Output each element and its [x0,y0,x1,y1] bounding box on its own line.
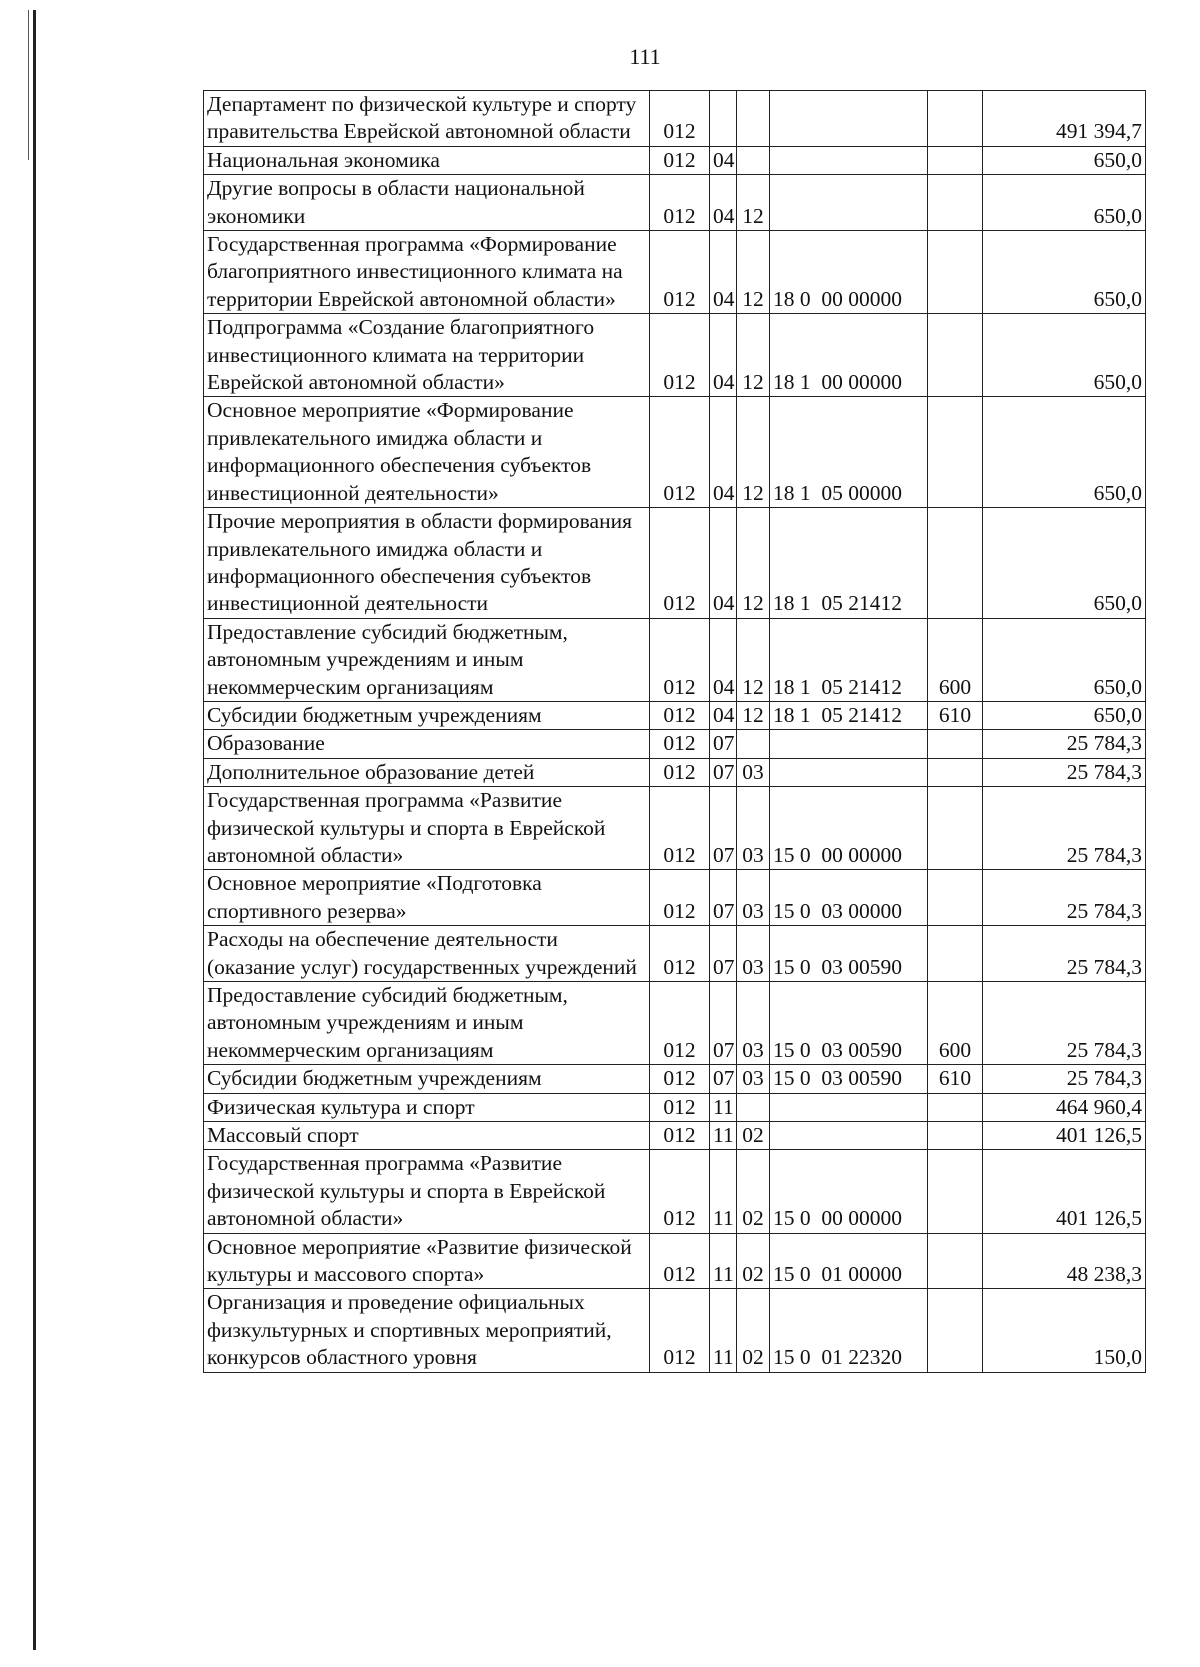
admin-code: 012 [650,701,710,729]
admin-code: 012 [650,730,710,758]
section-code: 04 [710,618,737,701]
amount: 25 784,3 [983,982,1146,1065]
section-code: 11 [710,1289,737,1372]
scan-edge-line [33,10,36,1650]
admin-code: 012 [650,870,710,926]
amount: 25 784,3 [983,1065,1146,1093]
subsection-code: 03 [737,1065,770,1093]
subsection-code: 02 [737,1233,770,1289]
target-article-code: 15 0 03 00590 [770,1065,928,1093]
amount: 25 784,3 [983,926,1146,982]
target-article-code: 15 0 00 00000 [770,1150,928,1233]
target-article-code: 15 0 00 00000 [770,787,928,870]
row-name: Прочие мероприятия в области формирования привлекательного имиджа области и информационного обеспечения субъектов инвестиционной деятельности [204,508,650,619]
amount: 48 238,3 [983,1233,1146,1289]
subsection-code: 03 [737,926,770,982]
row-name: Основное мероприятие «Формирование привлекательного имиджа области и информационного обеспечения субъектов инвестиционной деятельности» [204,397,650,508]
table-row [204,175,1146,231]
section-code: 04 [710,231,737,314]
target-article-code: 15 0 03 00590 [770,926,928,982]
admin-code: 012 [650,1065,710,1093]
admin-code: 012 [650,758,710,786]
row-name: Предоставление субсидий бюджетным, автономным учреждениям и иным некоммерческим организациям [204,618,650,701]
subsection-code [737,1093,770,1121]
admin-code: 012 [650,1093,710,1121]
section-code: 07 [710,982,737,1065]
table-row [204,508,1146,619]
table-row [204,758,1146,786]
subsection-code: 12 [737,508,770,619]
admin-code: 012 [650,1150,710,1233]
section-code: 04 [710,314,737,397]
row-name: Государственная программа «Формирование благоприятного инвестиционного климата на территории Еврейской автономной области» [204,231,650,314]
target-article-code: 18 1 05 21412 [770,701,928,729]
row-name: Подпрограмма «Создание благоприятного инвестиционного климата на территории Еврейской автономной области» [204,314,650,397]
section-code: 04 [710,175,737,231]
subsection-code: 12 [737,314,770,397]
subsection-code [737,91,770,147]
row-name: Образование [204,730,650,758]
row-name: Организация и проведение официальных физкультурных и спортивных мероприятий, конкурсов областного уровня [204,1289,650,1372]
admin-code: 012 [650,314,710,397]
budget-table [203,90,1146,1373]
expense-type-code: 610 [928,701,983,729]
expense-type-code [928,730,983,758]
amount: 25 784,3 [983,730,1146,758]
target-article-code: 18 1 05 21412 [770,618,928,701]
target-article-code [770,1093,928,1121]
amount: 25 784,3 [983,787,1146,870]
table-row [204,1150,1146,1233]
row-name: Другие вопросы в области национальной экономики [204,175,650,231]
row-name: Физическая культура и спорт [204,1093,650,1121]
amount: 401 126,5 [983,1150,1146,1233]
expense-type-code: 600 [928,982,983,1065]
expense-type-code [928,1150,983,1233]
row-name: Субсидии бюджетным учреждениям [204,701,650,729]
expense-type-code: 610 [928,1065,983,1093]
subsection-code: 02 [737,1122,770,1150]
section-code: 04 [710,146,737,174]
table-row [204,1065,1146,1093]
target-article-code: 15 0 01 00000 [770,1233,928,1289]
amount: 650,0 [983,618,1146,701]
target-article-code: 18 1 05 00000 [770,397,928,508]
expense-type-code [928,758,983,786]
subsection-code [737,146,770,174]
table-row [204,730,1146,758]
expense-type-code: 600 [928,618,983,701]
admin-code: 012 [650,1233,710,1289]
admin-code: 012 [650,926,710,982]
table-row [204,1233,1146,1289]
expense-type-code [928,1122,983,1150]
target-article-code: 15 0 01 22320 [770,1289,928,1372]
table-row [204,146,1146,174]
section-code: 11 [710,1122,737,1150]
section-code: 04 [710,701,737,729]
amount: 401 126,5 [983,1122,1146,1150]
admin-code: 012 [650,508,710,619]
row-name: Национальная экономика [204,146,650,174]
expense-type-code [928,91,983,147]
admin-code: 012 [650,1289,710,1372]
subsection-code: 03 [737,787,770,870]
expense-type-code [928,1093,983,1121]
expense-type-code [928,870,983,926]
expense-type-code [928,1233,983,1289]
amount: 491 394,7 [983,91,1146,147]
row-name: Предоставление субсидий бюджетным, автономным учреждениям и иным некоммерческим организациям [204,982,650,1065]
table-row [204,982,1146,1065]
table-row [204,870,1146,926]
expense-type-code [928,397,983,508]
row-name: Массовый спорт [204,1122,650,1150]
subsection-code: 02 [737,1150,770,1233]
row-name: Основное мероприятие «Развитие физической культуры и массового спорта» [204,1233,650,1289]
amount: 150,0 [983,1289,1146,1372]
admin-code: 012 [650,231,710,314]
row-name: Субсидии бюджетным учреждениям [204,1065,650,1093]
amount: 464 960,4 [983,1093,1146,1121]
row-name: Расходы на обеспечение деятельности (оказание услуг) государственных учреждений [204,926,650,982]
section-code [710,91,737,147]
table-row [204,231,1146,314]
amount: 650,0 [983,397,1146,508]
admin-code: 012 [650,618,710,701]
target-article-code: 15 0 03 00000 [770,870,928,926]
subsection-code: 02 [737,1289,770,1372]
table-row [204,787,1146,870]
expense-type-code [928,1289,983,1372]
row-name: Дополнительное образование детей [204,758,650,786]
expense-type-code [928,146,983,174]
section-code: 04 [710,397,737,508]
table-row [204,314,1146,397]
subsection-code: 12 [737,175,770,231]
section-code: 07 [710,787,737,870]
target-article-code [770,146,928,174]
table-row [204,1122,1146,1150]
table-row [204,1093,1146,1121]
amount: 650,0 [983,146,1146,174]
admin-code: 012 [650,175,710,231]
section-code: 11 [710,1150,737,1233]
amount: 650,0 [983,314,1146,397]
target-article-code [770,758,928,786]
table-body [204,91,1146,1373]
admin-code: 012 [650,1122,710,1150]
row-name: Департамент по физической культуре и спорту правительства Еврейской автономной области [204,91,650,147]
row-name: Государственная программа «Развитие физической культуры и спорта в Еврейской автономной области» [204,1150,650,1233]
section-code: 04 [710,508,737,619]
admin-code: 012 [650,787,710,870]
amount: 650,0 [983,175,1146,231]
target-article-code [770,175,928,231]
subsection-code [737,730,770,758]
expense-type-code [928,175,983,231]
admin-code: 012 [650,982,710,1065]
target-article-code [770,1122,928,1150]
target-article-code: 18 1 00 00000 [770,314,928,397]
expense-type-code [928,787,983,870]
expense-type-code [928,231,983,314]
target-article-code: 15 0 03 00590 [770,982,928,1065]
table-row [204,91,1146,147]
target-article-code: 18 0 00 00000 [770,231,928,314]
admin-code: 012 [650,91,710,147]
expense-type-code [928,314,983,397]
subsection-code: 12 [737,618,770,701]
section-code: 07 [710,926,737,982]
section-code: 11 [710,1093,737,1121]
admin-code: 012 [650,397,710,508]
table-row [204,397,1146,508]
section-code: 07 [710,870,737,926]
amount: 650,0 [983,508,1146,619]
table-row [204,1289,1146,1372]
table-row [204,618,1146,701]
subsection-code: 03 [737,870,770,926]
section-code: 07 [710,758,737,786]
subsection-code: 03 [737,758,770,786]
expense-type-code [928,926,983,982]
section-code: 07 [710,1065,737,1093]
subsection-code: 12 [737,397,770,508]
subsection-code: 03 [737,982,770,1065]
page-number: 111 [629,44,661,69]
table-row [204,926,1146,982]
row-name: Основное мероприятие «Подготовка спортивного резерва» [204,870,650,926]
target-article-code [770,730,928,758]
expense-type-code [928,508,983,619]
amount: 25 784,3 [983,870,1146,926]
section-code: 11 [710,1233,737,1289]
scan-edge-line [28,10,29,160]
amount: 650,0 [983,701,1146,729]
row-name: Государственная программа «Развитие физической культуры и спорта в Еврейской автономной области» [204,787,650,870]
amount: 25 784,3 [983,758,1146,786]
table-row [204,701,1146,729]
amount: 650,0 [983,231,1146,314]
target-article-code: 18 1 05 21412 [770,508,928,619]
section-code: 07 [710,730,737,758]
subsection-code: 12 [737,701,770,729]
target-article-code [770,91,928,147]
admin-code: 012 [650,146,710,174]
subsection-code: 12 [737,231,770,314]
